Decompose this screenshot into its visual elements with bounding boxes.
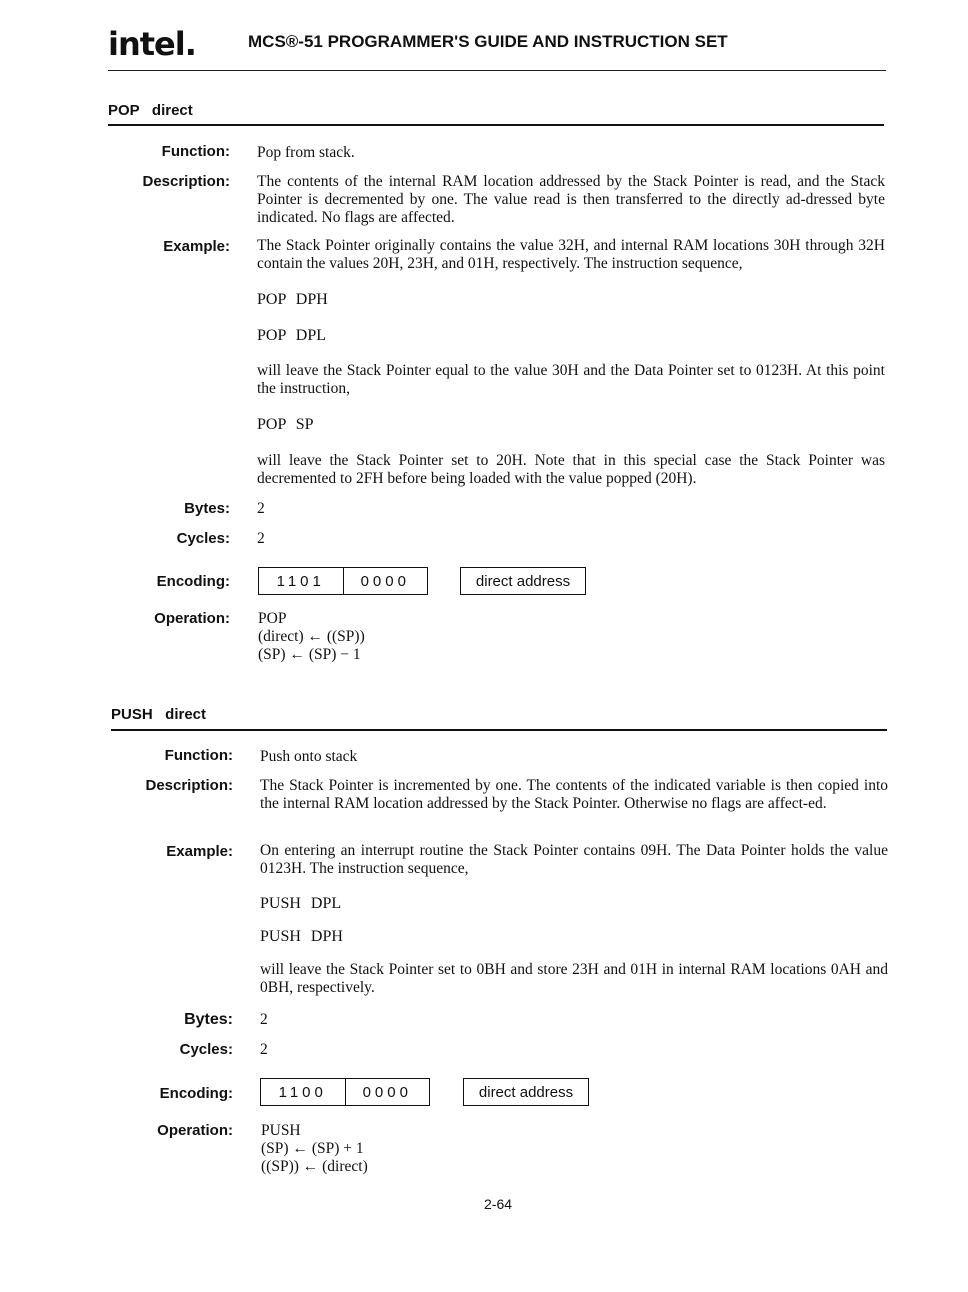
pop-operation-block <box>258 610 365 664</box>
push-example-label: Example: <box>166 843 233 860</box>
pop-description-label: Description: <box>142 173 230 190</box>
pop-code-line-1: POP DPH <box>257 291 328 308</box>
push-function-label: Function: <box>164 747 233 764</box>
page-header <box>108 26 888 66</box>
push-opcode-box <box>260 1078 430 1106</box>
pop-operation-line-2: (direct) ← ((SP)) <box>258 628 365 645</box>
pop-direct-address-box: direct address <box>460 567 586 595</box>
pop-example-middle: will leave the Stack Pointer equal to the value 30H and the Data Pointer set to 0123H. At this point the instruction, <box>257 362 885 397</box>
push-description-text: The Stack Pointer is incremented by one. The contents of the indicated variable is then copied into the internal RAM location addressed by the Stack Pointer. Otherwise no flags are affect-ed. <box>260 777 888 812</box>
push-operation-line-2: (SP) ← (SP) + 1 <box>261 1140 364 1157</box>
pop-bytes-value: 2 <box>257 500 265 517</box>
push-cycles-value: 2 <box>260 1041 268 1058</box>
push-code-line-2: PUSH DPH <box>260 928 343 945</box>
push-function-text: Push onto stack <box>260 748 358 765</box>
pop-heading: POP direct <box>108 102 193 119</box>
pop-example-label: Example: <box>163 238 230 255</box>
push-code-line-1: PUSH DPL <box>260 895 342 912</box>
pop-encoding-label: Encoding: <box>156 573 230 590</box>
pop-opcode-low-nibble: 0000 <box>343 568 428 594</box>
pop-function-label: Function: <box>161 143 230 160</box>
pop-heading-rule <box>108 124 884 126</box>
push-example-end: will leave the Stack Pointer set to 0BH and store 23H and 01H in internal RAM locations 0AH and 0BH, respectively. <box>260 961 888 996</box>
pop-example-end: will leave the Stack Pointer set to 20H. Note that in this special case the Stack Pointer was decremented to 2FH before being loaded with the value popped (20H). <box>257 452 885 487</box>
push-operation-block <box>261 1122 368 1176</box>
pop-cycles-value: 2 <box>257 530 265 547</box>
push-direct-address-box: direct address <box>463 1078 589 1106</box>
pop-opcode-high-nibble: 1101 <box>276 572 325 590</box>
intel-logo: intel. <box>108 25 196 63</box>
push-opcode-low-nibble: 0000 <box>345 1079 430 1105</box>
pop-function-text: Pop from stack. <box>257 144 355 161</box>
document-title: MCS®-51 PROGRAMMER'S GUIDE AND INSTRUCTION SET <box>248 32 728 51</box>
push-description-label: Description: <box>145 777 233 794</box>
push-cycles-label: Cycles: <box>179 1041 233 1058</box>
pop-opcode-box <box>258 567 428 595</box>
header-rule <box>108 70 886 71</box>
pop-description-text: The contents of the internal RAM location addressed by the Stack Pointer is read, and the Stack Pointer is decremented by one. The value read is then transferred to the directly ad-dressed byte indicated. No flags are affected. <box>257 173 885 226</box>
push-operation-label: Operation: <box>157 1122 233 1139</box>
push-opcode-high-nibble: 1100 <box>278 1083 327 1101</box>
push-encoding-label: Encoding: <box>159 1085 233 1102</box>
pop-operation-label: Operation: <box>154 610 230 627</box>
push-bytes-value: 2 <box>260 1011 268 1028</box>
push-bytes-label: Bytes: <box>184 1011 233 1028</box>
pop-code-line-3: POP SP <box>257 416 314 433</box>
pop-bytes-label: Bytes: <box>184 500 230 517</box>
push-operation-line-1: PUSH <box>261 1122 301 1139</box>
pop-code-line-2: POP DPL <box>257 327 326 344</box>
pop-operation-line-1: POP <box>258 610 287 627</box>
pop-operation-line-3: (SP) ← (SP) − 1 <box>258 646 361 663</box>
push-heading-rule <box>111 729 887 731</box>
push-example-intro: On entering an interrupt routine the Stack Pointer contains 09H. The Data Pointer holds the value 0123H. The instruction sequence, <box>260 842 888 877</box>
page-number: 2-64 <box>484 1196 513 1212</box>
push-operation-line-3: ((SP)) ← (direct) <box>261 1158 368 1175</box>
pop-cycles-label: Cycles: <box>176 530 230 547</box>
pop-example-intro: The Stack Pointer originally contains the value 32H, and internal RAM locations 30H through 32H contain the values 20H, 23H, and 01H, respectively. The instruction sequence, <box>257 237 885 272</box>
push-heading: PUSH direct <box>111 706 207 723</box>
